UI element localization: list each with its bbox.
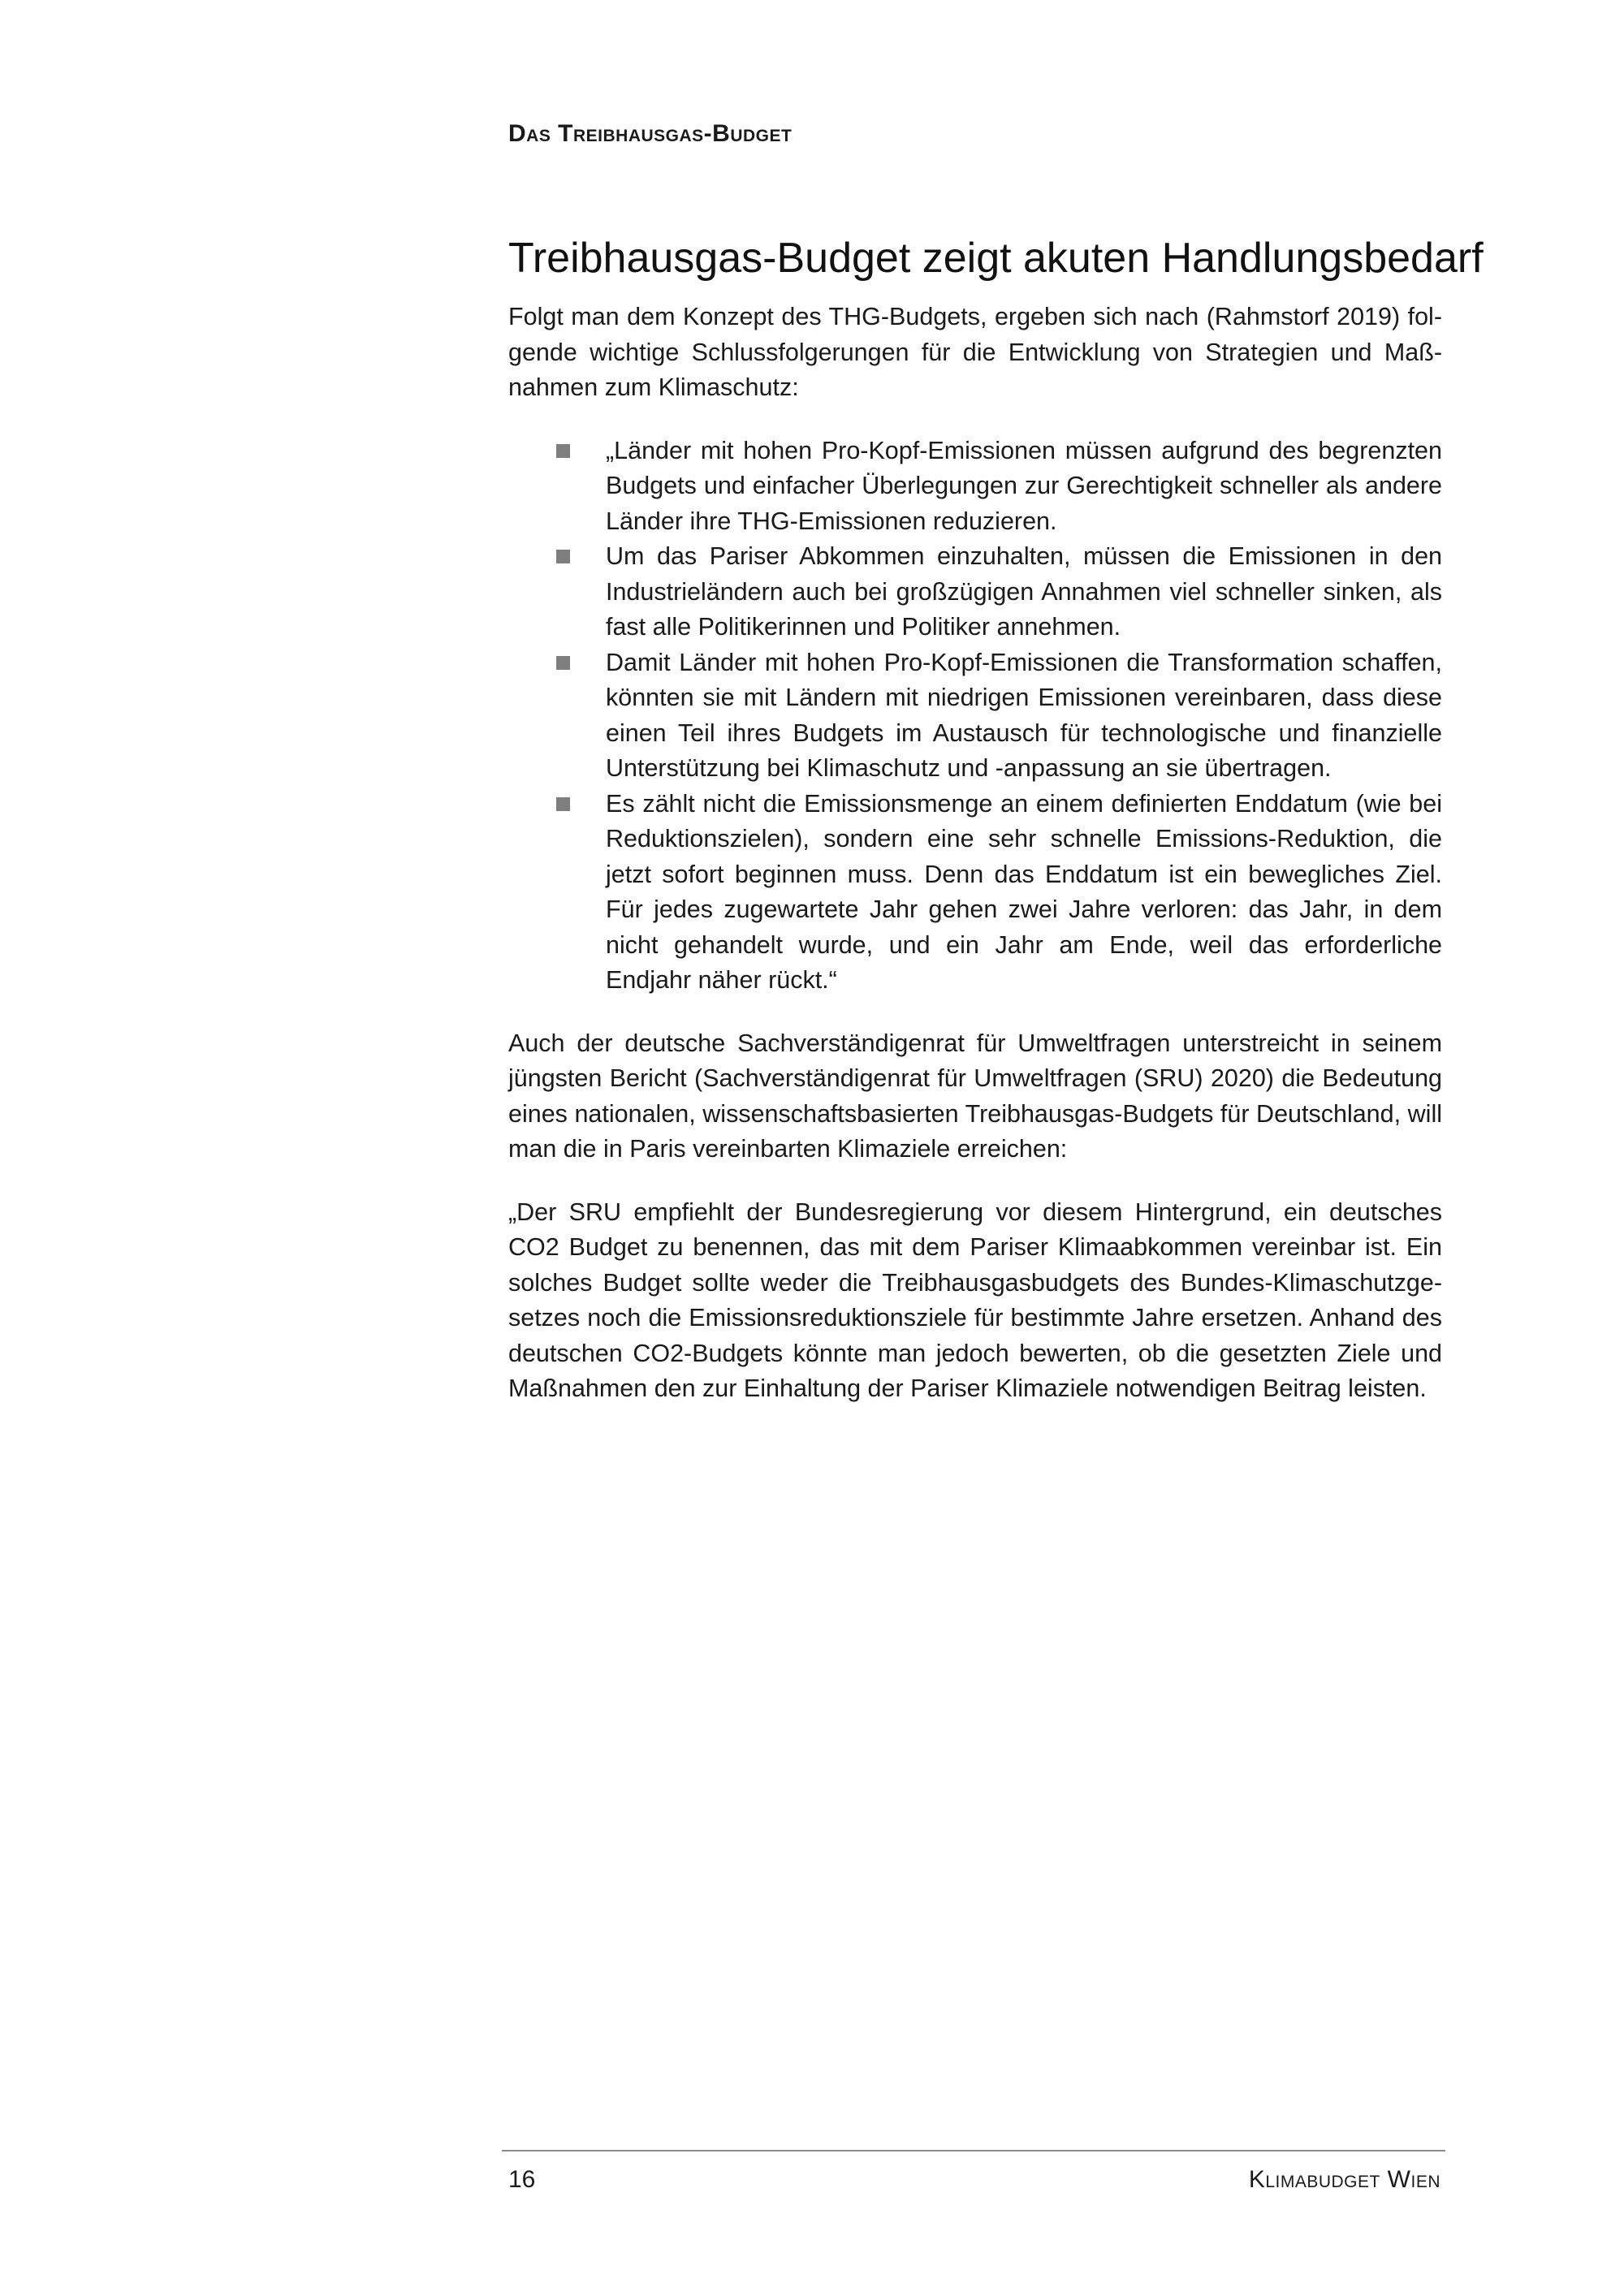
- list-item: [508, 645, 1442, 787]
- page-number: 16: [508, 2166, 536, 2193]
- list-item-text: „Länder mit hohen Pro-Kopf-Emissionen müssen aufgrund des begrenzten Budgets und einfacher Überlegungen zur Gerechtigkeit schneller als andere Länder ihre THG-Emissionen reduzieren.: [606, 436, 1442, 535]
- conclusions-list: [508, 434, 1442, 999]
- list-item: [508, 539, 1442, 645]
- square-bullet-icon: [556, 550, 570, 563]
- list-item-text: Damit Länder mit hohen Pro-Kopf-Emissionen die Transformation schaffen, könnten sie mit Ländern mit niedrigen Emissionen vereinbaren, dass diese einen Teil ihres Budgets im Austausch für technologische und finanzielle Unterstützung bei Klimaschutz und -anpassung an sie übertragen.: [606, 648, 1442, 782]
- footer-document-title: Klimabudget Wien: [1248, 2166, 1440, 2193]
- list-item-text: Es zählt nicht die Emissionsmenge an einem definierten Enddatum (wie bei Reduktionszielen), sondern eine sehr schnelle Emissions-Reduktion, die jetzt sofort beginnen muss. Denn das Enddatum ist ein bewegliches Ziel. Für jedes zugewartete Jahr gehen zwei Jahre verloren: das Jahr, in dem nicht gehandelt wurde, und ein Jahr am Ende, weil das erforderliche Endjahr näher rückt.“: [606, 789, 1442, 994]
- main-content: [508, 232, 1484, 1435]
- square-bullet-icon: [556, 656, 570, 670]
- section-heading: Treibhausgas-Budget zeigt akuten Handlungsbedarf: [508, 235, 1484, 282]
- sru-quote: „Der SRU empfiehlt der Bundesregierung vor diesem Hintergrund, ein deutsches CO2 Budget zu benennen, das mit dem Pariser Klimaabkommen vereinbar ist. Ein solches Budget sollte weder die Treibhausgasbudgets des Bundes-Klimaschutzgesetzes noch die Emissionsreduktionsziele für bestimmte Jahre ersetzen. Anhand des deutschen CO2-Budgets könnte man jedoch bewerten, ob die gesetzten Ziele und Maßnahmen den zur Einhaltung der Pariser Klimaziele notwendigen Beitrag leisten.: [508, 1198, 1442, 1402]
- square-bullet-icon: [556, 444, 570, 458]
- square-bullet-icon: [556, 797, 570, 811]
- footer-divider: [502, 2150, 1445, 2151]
- list-item: [508, 787, 1442, 999]
- list-item: [508, 434, 1442, 540]
- sru-paragraph: Auch der deutsche Sachverständigenrat für Umweltfragen unterstreicht in seinem jüngsten Bericht (Sachverständigenrat für Umweltfragen (SRU) 2020) die Bedeutung eines nationalen, wissenschaftsbasierten Treibhausgas-Budgets für Deutschland, will man die in Paris vereinbarten Klimaziele erreichen:: [508, 1029, 1442, 1163]
- list-item-text: Um das Pariser Abkommen einzuhalten, müssen die Emissionen in den Industrieländern auch bei großzügigen Annahmen viel schneller sinken, als fast alle Politikerinnen und Politiker annehmen.: [606, 542, 1442, 641]
- running-header: Das Treibhausgas-Budget: [508, 120, 793, 147]
- intro-paragraph: Folgt man dem Konzept des THG-Budgets, ergeben sich nach (Rahmstorf 2019) folgende wichtige Schlussfolgerungen für die Entwicklung von Strategien und Maßnahmen zum Klimaschutz:: [508, 303, 1442, 401]
